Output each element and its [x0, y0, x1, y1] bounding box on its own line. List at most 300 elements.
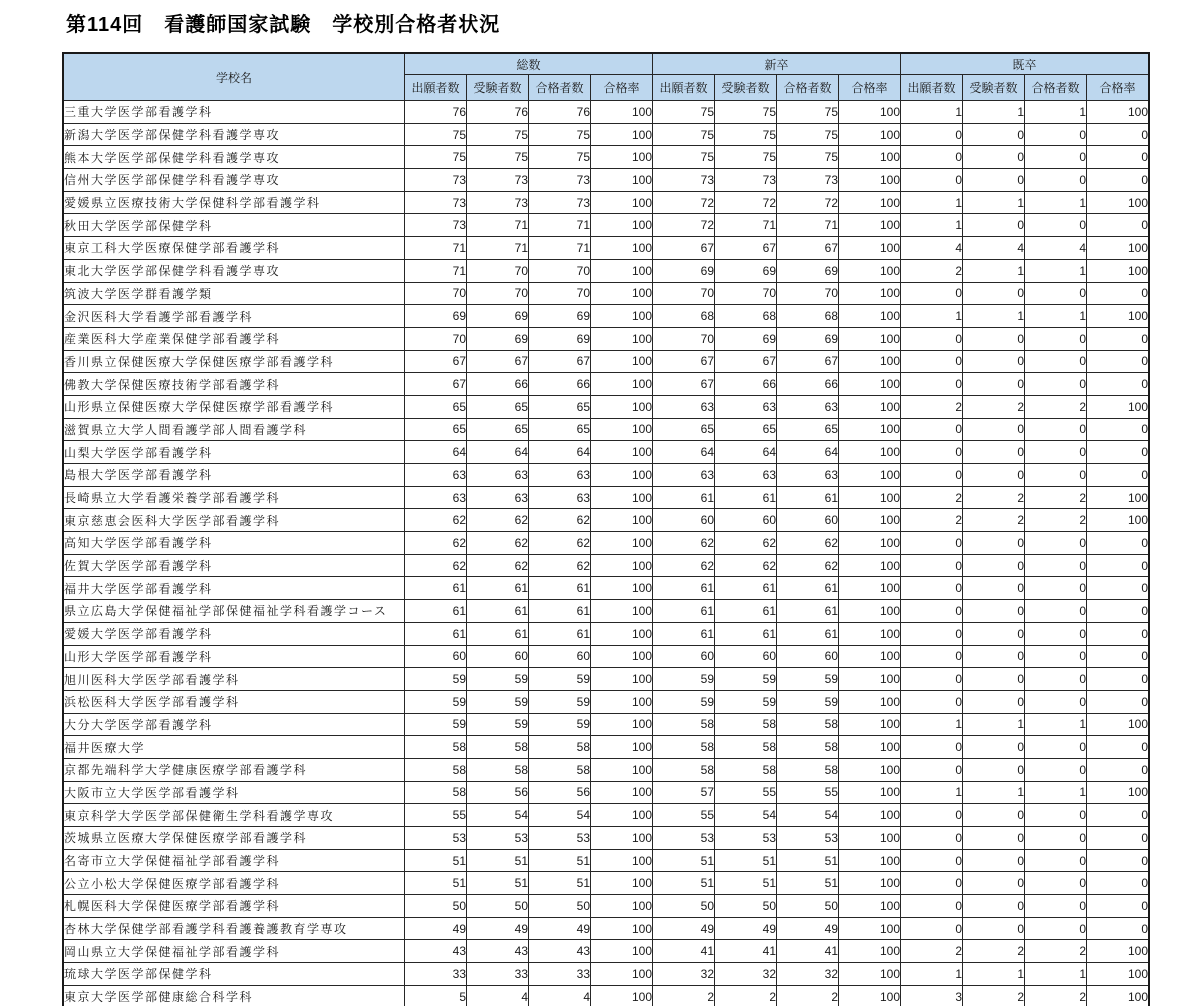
value-cell: 71 — [467, 237, 529, 260]
value-cell: 53 — [405, 827, 467, 850]
value-cell: 59 — [405, 690, 467, 713]
value-cell: 41 — [715, 940, 777, 963]
value-cell: 0 — [1025, 169, 1087, 192]
sub-header-passers: 合格者数 — [529, 75, 591, 101]
school-name-cell: 東北大学医学部保健学科看護学専攻 — [63, 259, 405, 282]
value-cell: 59 — [529, 668, 591, 691]
school-name-cell: 金沢医科大学看護学部看護学科 — [63, 305, 405, 328]
value-cell: 62 — [777, 554, 839, 577]
value-cell: 0 — [1087, 645, 1150, 668]
sub-header-applicants: 出願者数 — [901, 75, 963, 101]
school-name-cell: 旭川医科大学医学部看護学科 — [63, 668, 405, 691]
school-name-cell: 札幌医科大学保健医療学部看護学科 — [63, 895, 405, 918]
value-cell: 100 — [839, 146, 901, 169]
value-cell: 100 — [839, 101, 901, 124]
value-cell: 0 — [1087, 895, 1150, 918]
value-cell: 100 — [591, 350, 653, 373]
school-name-cell: 新潟大学医学部保健学科看護学専攻 — [63, 123, 405, 146]
school-name-cell: 島根大学医学部看護学科 — [63, 464, 405, 487]
school-name-cell: 香川県立保健医療大学保健医療学部看護学科 — [63, 350, 405, 373]
value-cell: 75 — [529, 146, 591, 169]
value-cell: 100 — [591, 305, 653, 328]
table-row — [63, 917, 1149, 940]
sub-header-applicants: 出願者数 — [653, 75, 715, 101]
value-cell: 54 — [467, 804, 529, 827]
value-cell: 100 — [839, 940, 901, 963]
value-cell: 100 — [591, 713, 653, 736]
value-cell: 100 — [591, 259, 653, 282]
value-cell: 61 — [653, 600, 715, 623]
value-cell: 0 — [1025, 645, 1087, 668]
value-cell: 59 — [653, 668, 715, 691]
value-cell: 100 — [839, 532, 901, 555]
school-name-cell: 愛媛県立医療技術大学保健科学部看護学科 — [63, 191, 405, 214]
value-cell: 58 — [653, 758, 715, 781]
table-row — [63, 464, 1149, 487]
value-cell: 0 — [963, 827, 1025, 850]
value-cell: 0 — [963, 464, 1025, 487]
value-cell: 0 — [1025, 736, 1087, 759]
school-name-cell: 秋田大学医学部保健学科 — [63, 214, 405, 237]
value-cell: 72 — [715, 191, 777, 214]
value-cell: 50 — [405, 895, 467, 918]
value-cell: 0 — [1025, 327, 1087, 350]
page-title: 第114回 看護師国家試験 学校別合格者状況 — [66, 14, 501, 36]
value-cell: 0 — [901, 872, 963, 895]
value-cell: 59 — [467, 690, 529, 713]
value-cell: 100 — [591, 577, 653, 600]
value-cell: 70 — [653, 327, 715, 350]
value-cell: 65 — [529, 395, 591, 418]
school-name-cell: 筑波大学医学群看護学類 — [63, 282, 405, 305]
value-cell: 71 — [529, 237, 591, 260]
value-cell: 100 — [839, 237, 901, 260]
value-cell: 100 — [591, 395, 653, 418]
value-cell: 0 — [1087, 758, 1150, 781]
value-cell: 60 — [777, 509, 839, 532]
results-table — [62, 52, 1150, 1006]
value-cell: 100 — [591, 600, 653, 623]
value-cell: 63 — [777, 395, 839, 418]
value-cell: 4 — [901, 237, 963, 260]
value-cell: 0 — [901, 464, 963, 487]
value-cell: 100 — [839, 259, 901, 282]
value-cell: 2 — [901, 259, 963, 282]
value-cell: 62 — [715, 532, 777, 555]
value-cell: 0 — [1025, 600, 1087, 623]
value-cell: 1 — [901, 101, 963, 124]
value-cell: 55 — [777, 781, 839, 804]
school-name-cell: 長崎県立大学看護栄養学部看護学科 — [63, 486, 405, 509]
value-cell: 65 — [467, 395, 529, 418]
value-cell: 1 — [901, 781, 963, 804]
value-cell: 0 — [901, 600, 963, 623]
value-cell: 100 — [839, 690, 901, 713]
value-cell: 71 — [405, 237, 467, 260]
value-cell: 2 — [1025, 940, 1087, 963]
value-cell: 62 — [653, 554, 715, 577]
value-cell: 53 — [777, 827, 839, 850]
value-cell: 70 — [405, 327, 467, 350]
value-cell: 62 — [405, 532, 467, 555]
table-row — [63, 645, 1149, 668]
value-cell: 67 — [777, 237, 839, 260]
value-cell: 0 — [1025, 532, 1087, 555]
value-cell: 61 — [467, 622, 529, 645]
table-row — [63, 736, 1149, 759]
value-cell: 1 — [1025, 259, 1087, 282]
value-cell: 62 — [405, 554, 467, 577]
value-cell: 100 — [591, 146, 653, 169]
value-cell: 60 — [467, 645, 529, 668]
value-cell: 100 — [1087, 237, 1150, 260]
value-cell: 2 — [963, 985, 1025, 1006]
table-row — [63, 895, 1149, 918]
value-cell: 50 — [777, 895, 839, 918]
value-cell: 1 — [963, 713, 1025, 736]
table-row — [63, 758, 1149, 781]
value-cell: 70 — [529, 282, 591, 305]
value-cell: 0 — [1087, 600, 1150, 623]
value-cell: 100 — [591, 917, 653, 940]
value-cell: 100 — [839, 282, 901, 305]
value-cell: 100 — [1087, 101, 1150, 124]
value-cell: 100 — [1087, 259, 1150, 282]
value-cell: 58 — [777, 736, 839, 759]
value-cell: 51 — [777, 872, 839, 895]
school-name-cell: 福井大学医学部看護学科 — [63, 577, 405, 600]
value-cell: 60 — [777, 645, 839, 668]
value-cell: 0 — [963, 146, 1025, 169]
value-cell: 0 — [963, 622, 1025, 645]
value-cell: 51 — [529, 849, 591, 872]
value-cell: 55 — [653, 804, 715, 827]
value-cell: 100 — [591, 645, 653, 668]
value-cell: 1 — [901, 214, 963, 237]
value-cell: 0 — [1087, 622, 1150, 645]
value-cell: 70 — [467, 259, 529, 282]
value-cell: 59 — [653, 690, 715, 713]
value-cell: 64 — [653, 441, 715, 464]
value-cell: 66 — [777, 373, 839, 396]
value-cell: 61 — [715, 622, 777, 645]
value-cell: 100 — [591, 486, 653, 509]
value-cell: 43 — [467, 940, 529, 963]
value-cell: 58 — [653, 713, 715, 736]
value-cell: 100 — [591, 237, 653, 260]
table-row — [63, 237, 1149, 260]
school-name-cell: 茨城県立医療大学保健医療学部看護学科 — [63, 827, 405, 850]
value-cell: 100 — [839, 373, 901, 396]
value-cell: 70 — [653, 282, 715, 305]
value-cell: 1 — [1025, 781, 1087, 804]
value-cell: 0 — [901, 554, 963, 577]
value-cell: 63 — [777, 464, 839, 487]
table-row — [63, 418, 1149, 441]
value-cell: 61 — [467, 577, 529, 600]
value-cell: 0 — [1087, 441, 1150, 464]
value-cell: 1 — [1025, 305, 1087, 328]
value-cell: 73 — [653, 169, 715, 192]
value-cell: 53 — [467, 827, 529, 850]
value-cell: 0 — [901, 418, 963, 441]
value-cell: 75 — [653, 123, 715, 146]
value-cell: 2 — [1025, 509, 1087, 532]
value-cell: 0 — [1025, 146, 1087, 169]
value-cell: 60 — [529, 645, 591, 668]
value-cell: 100 — [1087, 191, 1150, 214]
value-cell: 76 — [405, 101, 467, 124]
value-cell: 100 — [591, 690, 653, 713]
school-name-cell: 東京科学大学医学部保健衛生学科看護学専攻 — [63, 804, 405, 827]
value-cell: 73 — [777, 169, 839, 192]
value-cell: 0 — [901, 804, 963, 827]
value-cell: 100 — [1087, 509, 1150, 532]
sub-header-examinees: 受験者数 — [963, 75, 1025, 101]
value-cell: 75 — [467, 123, 529, 146]
value-cell: 100 — [591, 532, 653, 555]
value-cell: 0 — [1087, 827, 1150, 850]
value-cell: 60 — [405, 645, 467, 668]
value-cell: 100 — [839, 849, 901, 872]
value-cell: 67 — [405, 373, 467, 396]
table-row — [63, 441, 1149, 464]
table-row — [63, 373, 1149, 396]
value-cell: 2 — [901, 509, 963, 532]
value-cell: 100 — [839, 872, 901, 895]
value-cell: 0 — [963, 577, 1025, 600]
value-cell: 62 — [405, 509, 467, 532]
value-cell: 61 — [715, 577, 777, 600]
value-cell: 59 — [467, 713, 529, 736]
value-cell: 62 — [777, 532, 839, 555]
value-cell: 63 — [653, 464, 715, 487]
value-cell: 60 — [653, 645, 715, 668]
value-cell: 100 — [591, 169, 653, 192]
value-cell: 76 — [529, 101, 591, 124]
value-cell: 0 — [1087, 169, 1150, 192]
school-name-cell: 産業医科大学産業保健学部看護学科 — [63, 327, 405, 350]
table-row — [63, 327, 1149, 350]
value-cell: 100 — [839, 895, 901, 918]
value-cell: 0 — [963, 123, 1025, 146]
value-cell: 100 — [591, 282, 653, 305]
value-cell: 0 — [963, 600, 1025, 623]
value-cell: 61 — [715, 600, 777, 623]
school-name-cell: 琉球大学医学部保健学科 — [63, 963, 405, 986]
value-cell: 100 — [839, 327, 901, 350]
value-cell: 63 — [405, 464, 467, 487]
value-cell: 61 — [653, 622, 715, 645]
value-cell: 0 — [963, 214, 1025, 237]
value-cell: 100 — [839, 577, 901, 600]
value-cell: 50 — [653, 895, 715, 918]
value-cell: 0 — [901, 350, 963, 373]
table-row — [63, 985, 1149, 1006]
value-cell: 0 — [963, 736, 1025, 759]
value-cell: 51 — [715, 849, 777, 872]
value-cell: 0 — [963, 895, 1025, 918]
table-row — [63, 827, 1149, 850]
value-cell: 2 — [715, 985, 777, 1006]
value-cell: 49 — [715, 917, 777, 940]
value-cell: 100 — [591, 872, 653, 895]
value-cell: 0 — [901, 668, 963, 691]
value-cell: 1 — [963, 191, 1025, 214]
school-name-cell: 滋賀県立大学人間看護学部人間看護学科 — [63, 418, 405, 441]
value-cell: 69 — [653, 259, 715, 282]
value-cell: 50 — [715, 895, 777, 918]
school-name-cell: 浜松医科大学医学部看護学科 — [63, 690, 405, 713]
value-cell: 0 — [1087, 327, 1150, 350]
value-cell: 70 — [777, 282, 839, 305]
table-row — [63, 849, 1149, 872]
value-cell: 2 — [1025, 486, 1087, 509]
sub-header-examinees: 受験者数 — [467, 75, 529, 101]
value-cell: 0 — [963, 554, 1025, 577]
value-cell: 73 — [467, 191, 529, 214]
sub-header-pass-rate: 合格率 — [839, 75, 901, 101]
value-cell: 33 — [467, 963, 529, 986]
value-cell: 67 — [653, 373, 715, 396]
value-cell: 0 — [1025, 827, 1087, 850]
value-cell: 0 — [963, 350, 1025, 373]
value-cell: 72 — [653, 214, 715, 237]
value-cell: 51 — [653, 872, 715, 895]
school-name-cell: 名寄市立大学保健福祉学部看護学科 — [63, 849, 405, 872]
value-cell: 0 — [901, 577, 963, 600]
value-cell: 61 — [405, 577, 467, 600]
value-cell: 100 — [1087, 395, 1150, 418]
value-cell: 1 — [963, 963, 1025, 986]
value-cell: 32 — [715, 963, 777, 986]
value-cell: 5 — [405, 985, 467, 1006]
value-cell: 100 — [839, 214, 901, 237]
value-cell: 69 — [405, 305, 467, 328]
value-cell: 2 — [963, 509, 1025, 532]
value-cell: 49 — [653, 917, 715, 940]
value-cell: 0 — [1025, 622, 1087, 645]
value-cell: 100 — [839, 191, 901, 214]
value-cell: 0 — [963, 373, 1025, 396]
value-cell: 0 — [1025, 350, 1087, 373]
value-cell: 61 — [529, 622, 591, 645]
value-cell: 0 — [1087, 282, 1150, 305]
value-cell: 59 — [405, 668, 467, 691]
value-cell: 65 — [467, 418, 529, 441]
value-cell: 0 — [963, 690, 1025, 713]
value-cell: 100 — [1087, 985, 1150, 1006]
value-cell: 0 — [1025, 441, 1087, 464]
value-cell: 73 — [405, 214, 467, 237]
value-cell: 2 — [901, 940, 963, 963]
value-cell: 58 — [715, 736, 777, 759]
group-header-total: 総数 — [405, 53, 653, 75]
value-cell: 1 — [901, 713, 963, 736]
value-cell: 0 — [1087, 214, 1150, 237]
value-cell: 41 — [653, 940, 715, 963]
value-cell: 1 — [1025, 191, 1087, 214]
value-cell: 0 — [1025, 872, 1087, 895]
value-cell: 0 — [901, 849, 963, 872]
value-cell: 0 — [963, 645, 1025, 668]
value-cell: 0 — [963, 849, 1025, 872]
value-cell: 60 — [653, 509, 715, 532]
value-cell: 0 — [1087, 917, 1150, 940]
value-cell: 75 — [777, 146, 839, 169]
value-cell: 62 — [529, 554, 591, 577]
value-cell: 0 — [963, 917, 1025, 940]
value-cell: 100 — [591, 895, 653, 918]
value-cell: 0 — [1087, 146, 1150, 169]
value-cell: 100 — [839, 509, 901, 532]
value-cell: 0 — [1025, 214, 1087, 237]
value-cell: 58 — [529, 758, 591, 781]
school-name-cell: 東京慈恵会医科大学医学部看護学科 — [63, 509, 405, 532]
value-cell: 0 — [963, 758, 1025, 781]
value-cell: 60 — [715, 509, 777, 532]
value-cell: 69 — [467, 327, 529, 350]
value-cell: 100 — [591, 464, 653, 487]
sub-header-examinees: 受験者数 — [715, 75, 777, 101]
value-cell: 75 — [529, 123, 591, 146]
value-cell: 67 — [467, 350, 529, 373]
value-cell: 43 — [405, 940, 467, 963]
value-cell: 75 — [715, 101, 777, 124]
value-cell: 100 — [1087, 781, 1150, 804]
value-cell: 71 — [405, 259, 467, 282]
value-cell: 100 — [1087, 713, 1150, 736]
value-cell: 71 — [529, 214, 591, 237]
value-cell: 0 — [1025, 282, 1087, 305]
value-cell: 51 — [529, 872, 591, 895]
value-cell: 61 — [405, 622, 467, 645]
table-row — [63, 395, 1149, 418]
value-cell: 49 — [467, 917, 529, 940]
value-cell: 2 — [653, 985, 715, 1006]
value-cell: 65 — [405, 395, 467, 418]
value-cell: 100 — [591, 804, 653, 827]
value-cell: 75 — [777, 101, 839, 124]
value-cell: 0 — [963, 282, 1025, 305]
value-cell: 70 — [529, 259, 591, 282]
value-cell: 100 — [839, 985, 901, 1006]
value-cell: 71 — [777, 214, 839, 237]
school-name-cell: 佐賀大学医学部看護学科 — [63, 554, 405, 577]
value-cell: 100 — [839, 713, 901, 736]
school-name-cell: 岡山県立大学保健福祉学部看護学科 — [63, 940, 405, 963]
value-cell: 100 — [1087, 305, 1150, 328]
value-cell: 2 — [963, 486, 1025, 509]
value-cell: 75 — [405, 123, 467, 146]
value-cell: 100 — [839, 395, 901, 418]
value-cell: 0 — [1025, 373, 1087, 396]
value-cell: 100 — [839, 464, 901, 487]
value-cell: 58 — [405, 736, 467, 759]
value-cell: 0 — [963, 804, 1025, 827]
value-cell: 0 — [1025, 917, 1087, 940]
table-row — [63, 690, 1149, 713]
value-cell: 1 — [1025, 713, 1087, 736]
value-cell: 0 — [901, 282, 963, 305]
school-name-cell: 東京大学医学部健康総合科学科 — [63, 985, 405, 1006]
value-cell: 0 — [1087, 577, 1150, 600]
value-cell: 76 — [467, 101, 529, 124]
value-cell: 67 — [715, 350, 777, 373]
school-name-cell: 山形大学医学部看護学科 — [63, 645, 405, 668]
value-cell: 67 — [529, 350, 591, 373]
value-cell: 61 — [777, 486, 839, 509]
